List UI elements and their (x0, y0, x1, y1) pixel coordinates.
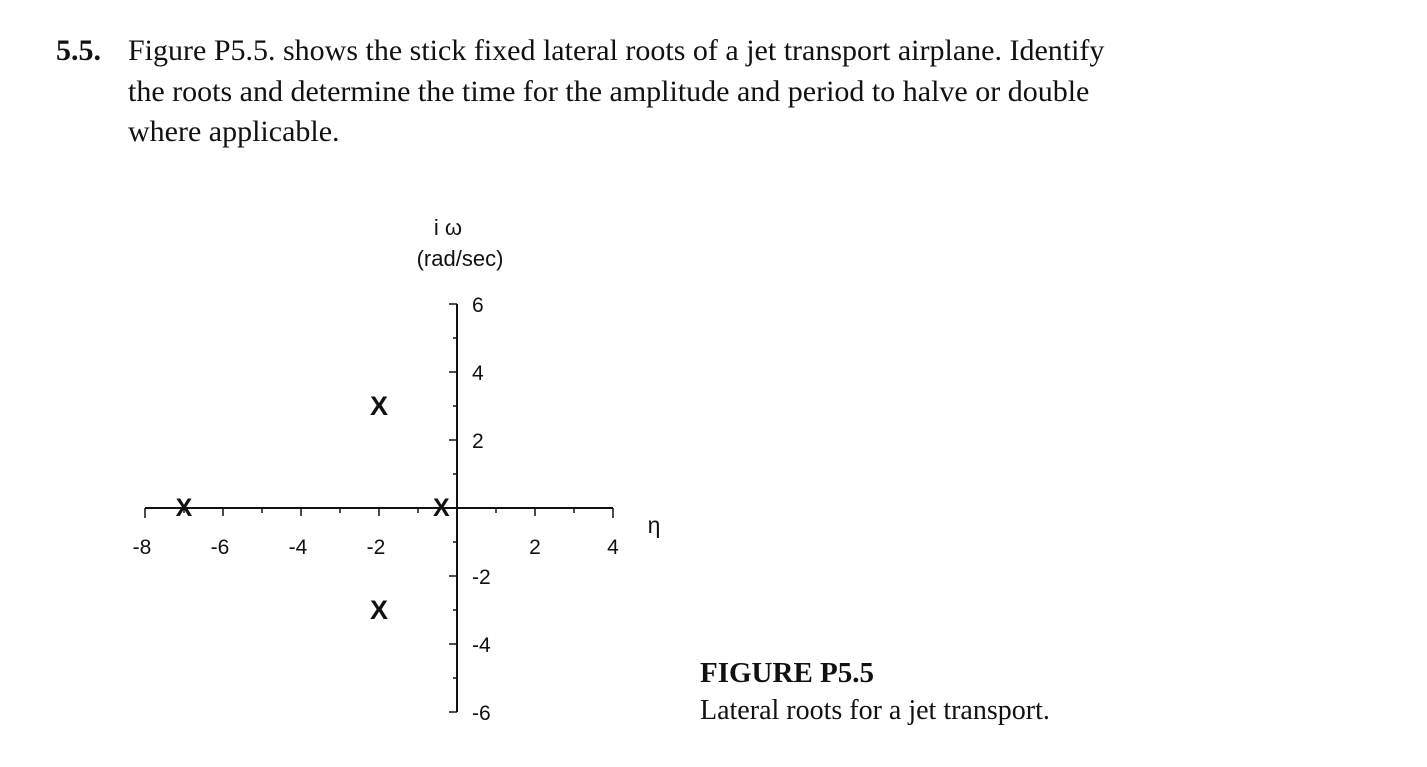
axis-labels (133, 215, 661, 725)
figure-caption (700, 654, 1050, 730)
problem-line-3: where applicable. (128, 115, 340, 148)
caption-text: Lateral roots for a jet transport. (700, 695, 1050, 726)
y-tick-label: -2 (472, 566, 491, 589)
y-tick-label: -4 (472, 634, 491, 657)
problem-line-1: Figure P5.5. shows the stick fixed lateral roots of a jet transport airplane. Identify (128, 34, 1105, 67)
y-axis-label: i ω (433, 215, 463, 240)
x-tick-label: -2 (366, 536, 386, 559)
x-axis-label: η (647, 512, 661, 538)
root-marker-3: X (369, 391, 389, 421)
x-tick-label: -8 (132, 536, 152, 559)
caption-title: FIGURE P5.5 (700, 657, 874, 689)
x-tick-label: 4 (607, 536, 619, 559)
y-tick-label: 6 (472, 294, 484, 317)
y-axis-unit-label: (rad/sec) (416, 246, 504, 271)
x-tick-label: -6 (210, 536, 230, 559)
y-tick-label: -6 (472, 702, 491, 725)
y-tick-label: 4 (472, 362, 484, 385)
y-tick-label: 2 (472, 430, 484, 453)
x-tick-label: -4 (288, 536, 308, 559)
root-marker-1: X (175, 494, 193, 522)
x-tick-label: 2 (529, 536, 541, 559)
root-marker-2: X (433, 494, 450, 522)
problem-number: 5.5. (56, 34, 101, 67)
root-marker-4: X (369, 595, 389, 625)
problem-line-2: the roots and determine the time for the amplitude and period to halve or double (128, 75, 1090, 108)
